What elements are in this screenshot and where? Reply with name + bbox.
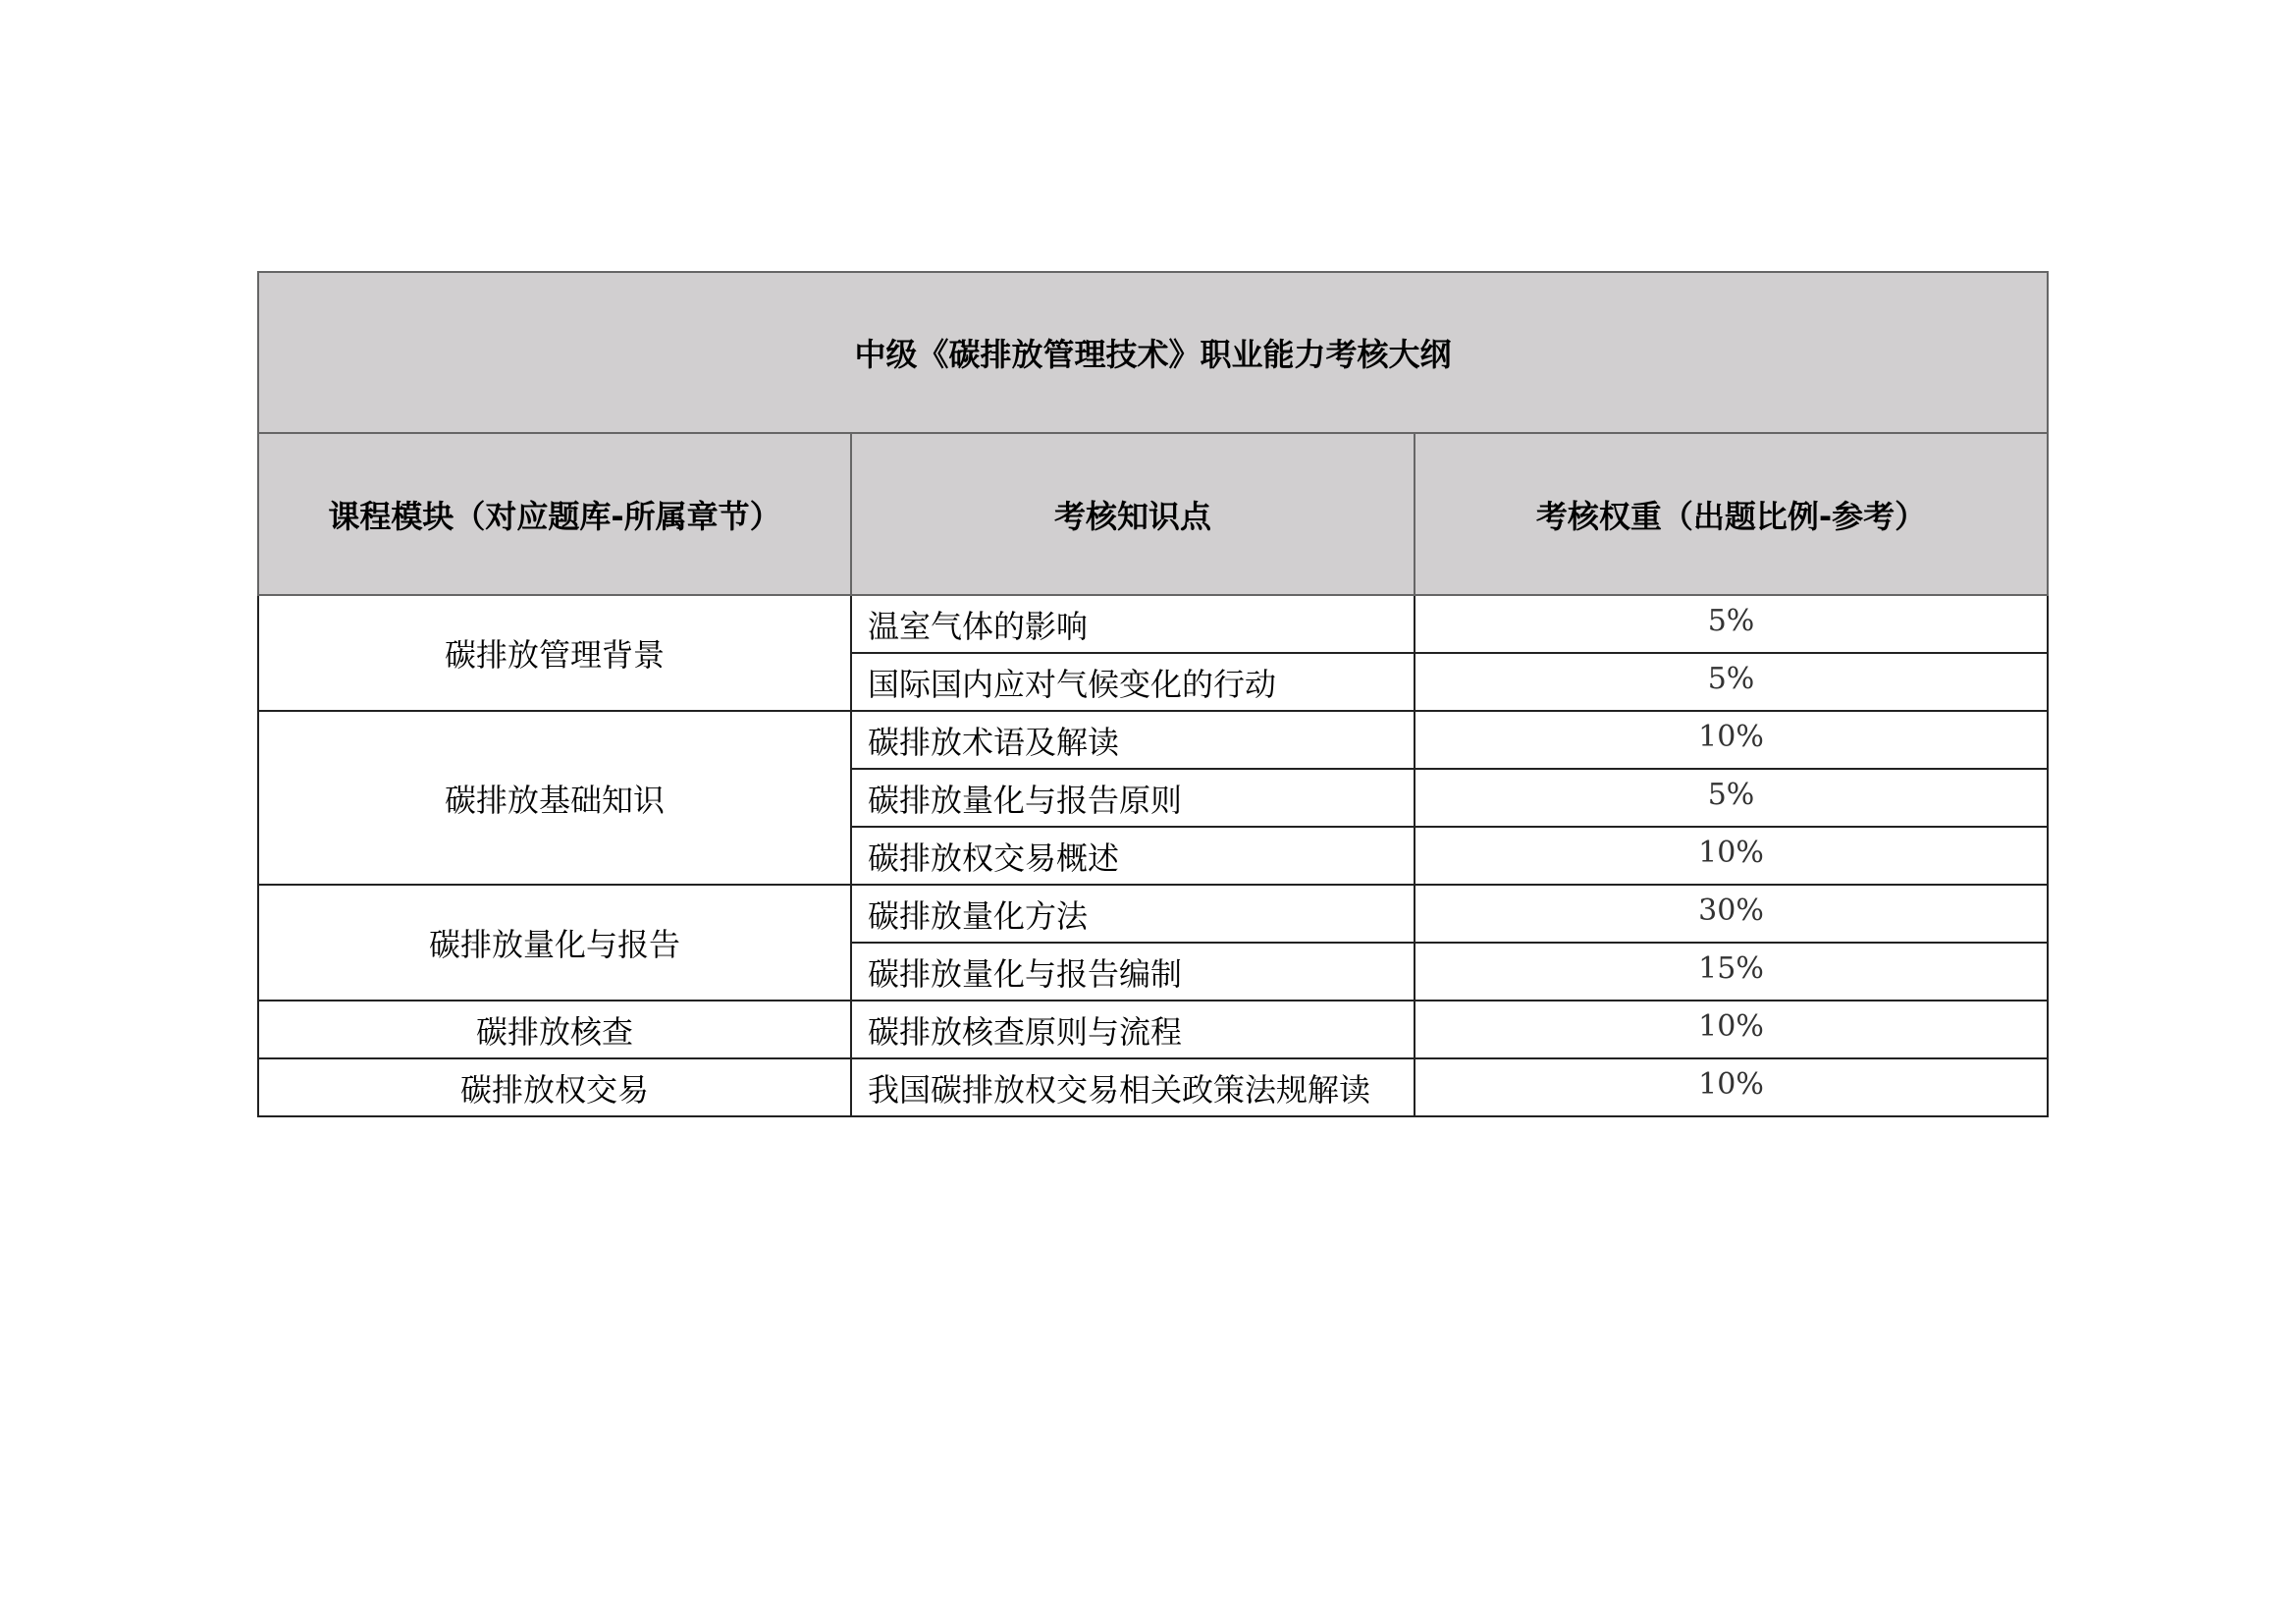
table-row xyxy=(258,1001,2048,1058)
weight-cell: 10% xyxy=(1415,1058,2048,1116)
point-cell: 我国碳排放权交易相关政策法规解读 xyxy=(851,1058,1415,1116)
point-cell: 碳排放量化方法 xyxy=(851,885,1415,943)
weight-cell: 10% xyxy=(1415,827,2048,885)
table-title: 中级《碳排放管理技术》职业能力考核大纲 xyxy=(258,272,2048,433)
assessment-outline-table xyxy=(257,271,2049,1117)
point-cell: 碳排放核查原则与流程 xyxy=(851,1001,1415,1058)
table-row xyxy=(258,885,2048,943)
header-module: 课程模块（对应题库-所属章节） xyxy=(258,433,851,595)
module-cell: 碳排放管理背景 xyxy=(258,595,851,711)
table-row xyxy=(258,1058,2048,1116)
module-cell: 碳排放基础知识 xyxy=(258,711,851,885)
weight-cell: 10% xyxy=(1415,1001,2048,1058)
weight-cell: 5% xyxy=(1415,653,2048,711)
header-weight: 考核权重（出题比例-参考） xyxy=(1415,433,2048,595)
header-row xyxy=(258,433,2048,595)
weight-cell: 5% xyxy=(1415,595,2048,653)
weight-cell: 15% xyxy=(1415,943,2048,1001)
title-row xyxy=(258,272,2048,433)
table-row xyxy=(258,711,2048,769)
module-cell: 碳排放权交易 xyxy=(258,1058,851,1116)
table-row xyxy=(258,595,2048,653)
module-cell: 碳排放核查 xyxy=(258,1001,851,1058)
point-cell: 碳排放量化与报告编制 xyxy=(851,943,1415,1001)
header-point: 考核知识点 xyxy=(851,433,1415,595)
weight-cell: 5% xyxy=(1415,769,2048,827)
weight-cell: 30% xyxy=(1415,885,2048,943)
point-cell: 碳排放量化与报告原则 xyxy=(851,769,1415,827)
module-cell: 碳排放量化与报告 xyxy=(258,885,851,1001)
point-cell: 碳排放术语及解读 xyxy=(851,711,1415,769)
weight-cell: 10% xyxy=(1415,711,2048,769)
point-cell: 碳排放权交易概述 xyxy=(851,827,1415,885)
point-cell: 温室气体的影响 xyxy=(851,595,1415,653)
point-cell: 国际国内应对气候变化的行动 xyxy=(851,653,1415,711)
